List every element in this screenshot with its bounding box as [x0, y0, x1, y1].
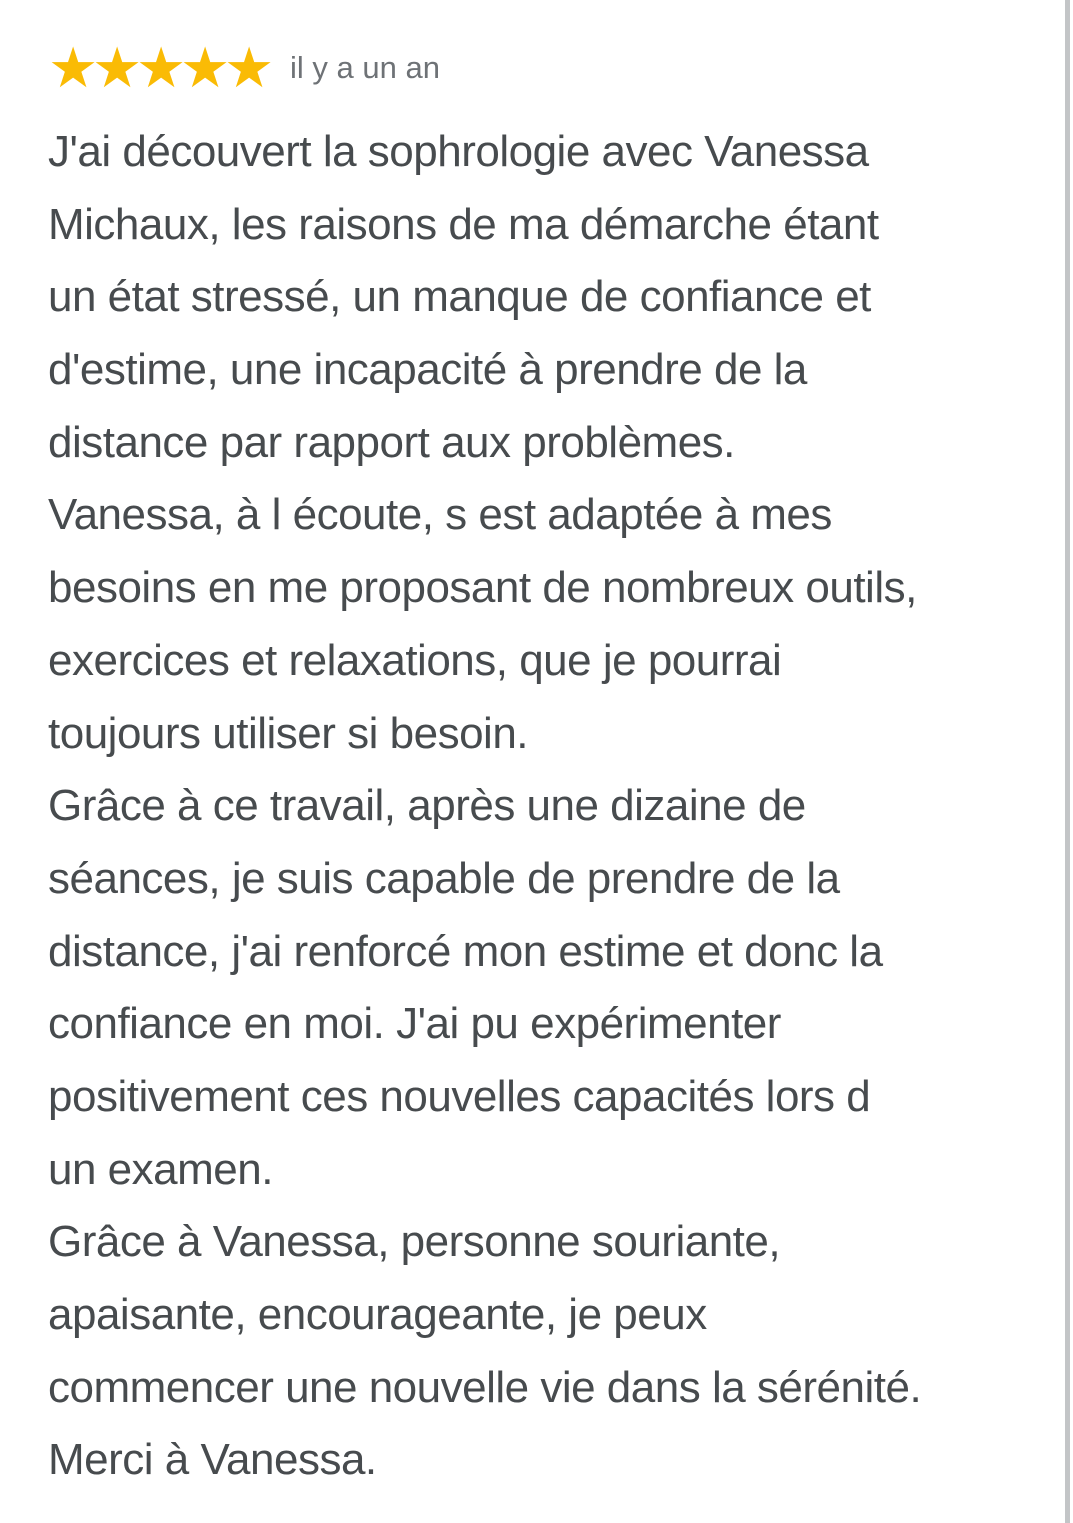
scrollbar-track — [1064, 0, 1073, 1523]
review-date: il y a un an — [290, 50, 440, 85]
star-icon: ★ — [136, 36, 187, 99]
scrollbar[interactable] — [1065, 0, 1070, 1523]
review-text-line: un examen. — [48, 1144, 273, 1194]
review-text-line: commencer une nouvelle vie dans la sérénité. — [48, 1362, 922, 1412]
review-text-line: exercices et relaxations, que je pourrai — [48, 635, 782, 685]
review-text-line: séances, je suis capable de prendre de la — [48, 853, 840, 903]
review-text-line: Grâce à ce travail, après une dizaine de — [48, 781, 806, 831]
review-text-line: Vanessa, à l écoute, s est adaptée à mes — [48, 490, 832, 540]
review-text-line: Merci à Vanessa. — [48, 1435, 377, 1485]
star-icon: ★ — [92, 36, 143, 99]
star-rating — [48, 36, 275, 99]
star-icon: ★ — [224, 36, 275, 99]
review-text-line: distance, j'ai renforcé mon estime et donc la — [48, 926, 883, 976]
review-text-line: Michaux, les raisons de ma démarche étant — [48, 199, 879, 249]
review-text-line: positivement ces nouvelles capacités lors d — [48, 1071, 871, 1121]
review-text-line: apaisante, encourageante, je peux — [48, 1290, 707, 1339]
review-text-line: d'estime, une incapacité à prendre de la — [48, 345, 807, 395]
review-text-line: J'ai découvert la sophrologie avec Vanessa — [48, 127, 869, 176]
review-text-line: confiance en moi. J'ai pu expérimenter — [48, 999, 781, 1049]
review-text-line: toujours utiliser si besoin. — [48, 708, 529, 758]
review-header — [48, 36, 1035, 99]
review-text-line: Grâce à Vanessa, personne souriante, — [48, 1217, 781, 1267]
star-icon: ★ — [180, 36, 231, 99]
review-text — [48, 116, 1035, 1497]
review-text-line: un état stressé, un manque de confiance et — [48, 272, 871, 322]
review-text-line: distance par rapport aux problèmes. — [48, 417, 735, 467]
star-icon: ★ — [48, 36, 99, 99]
review-text-line: besoins en me proposant de nombreux outils, — [48, 563, 917, 613]
